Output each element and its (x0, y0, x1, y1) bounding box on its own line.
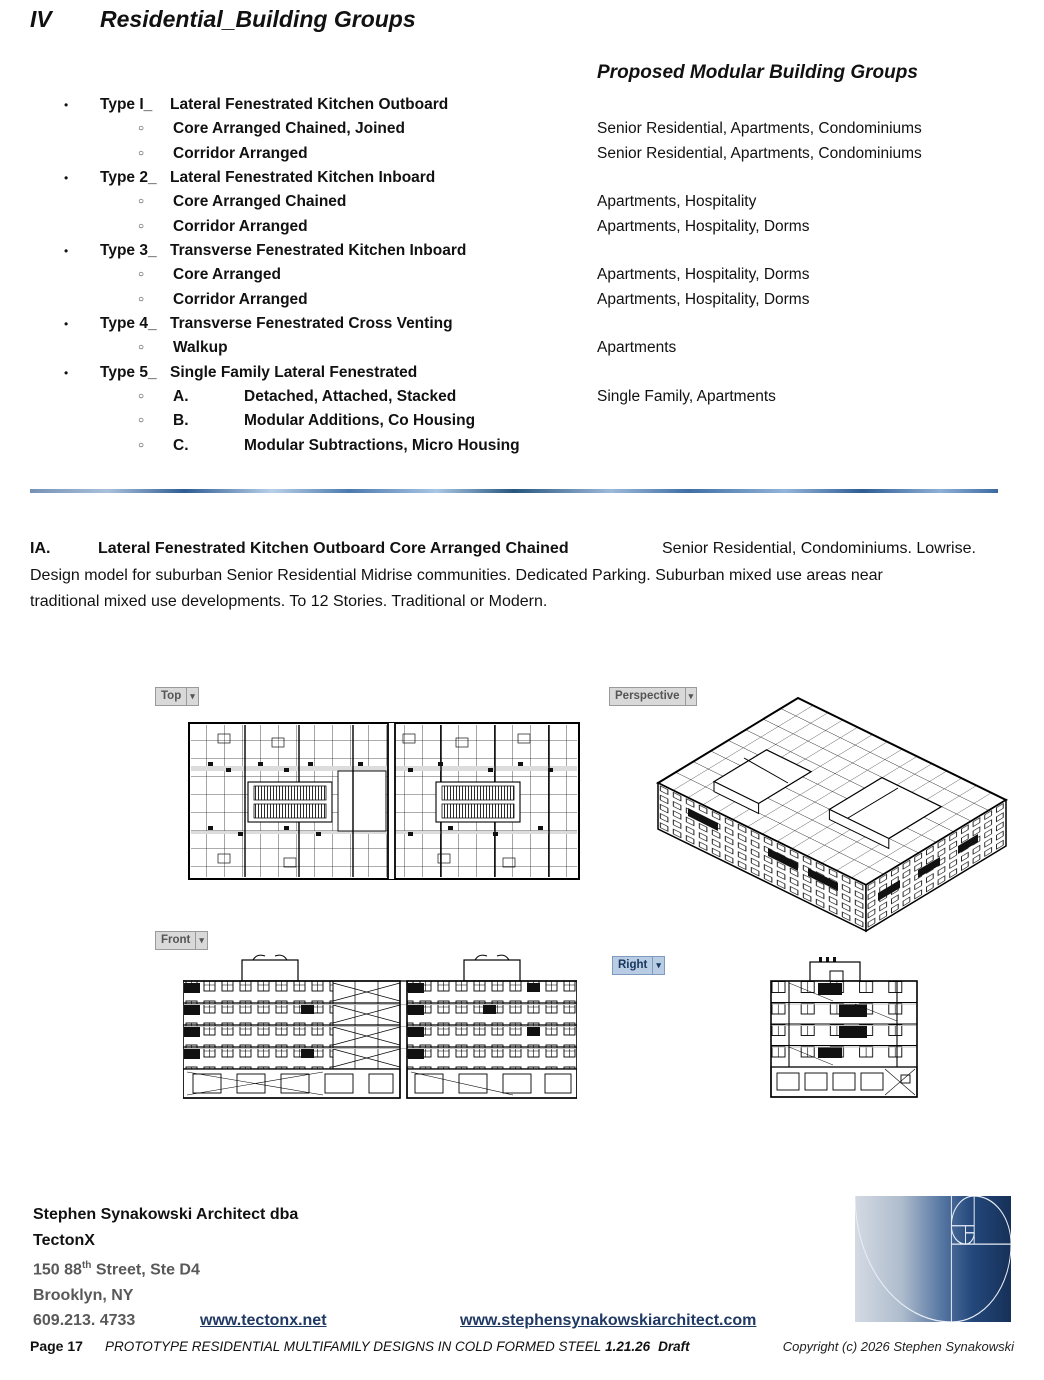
right-elevation-drawing (763, 955, 925, 1103)
viewport-top-dropdown[interactable]: Top ▾ (155, 687, 199, 706)
circle-bullet-icon: ○ (138, 269, 145, 281)
city-state: Brooklyn, NY (33, 1286, 134, 1304)
building-type-list (0, 93, 1044, 458)
tectonx-link[interactable]: www.tectonx.net (200, 1312, 327, 1330)
phone-number: 609.213. 4733 (33, 1312, 136, 1330)
circle-bullet-icon: ○ (138, 196, 145, 208)
list-item: • Type 2_ Lateral Fenestrated Kitchen Inboard (0, 166, 1044, 190)
copyright-text: Copyright (c) 2026 Stephen Synakowski (782, 1339, 1014, 1354)
list-item: ○ Walkup Apartments (0, 336, 1044, 360)
list-item: ○ Corridor Arranged Senior Residential, Apartments, Condominiums (0, 142, 1044, 166)
architect-name: Stephen Synakowski Architect dba (33, 1206, 299, 1223)
top-view-plan-drawing (188, 722, 580, 880)
page-footer (30, 1338, 1014, 1354)
list-item: ○ Corridor Arranged Apartments, Hospitality, Dorms (0, 215, 1044, 239)
circle-bullet-icon: ○ (138, 415, 145, 427)
chevron-down-icon: ▾ (195, 932, 207, 949)
chevron-down-icon: ▾ (186, 688, 198, 705)
circle-bullet-icon: ○ (138, 147, 145, 159)
list-item: ○ Core Arranged Chained, Joined Senior Residential, Apartments, Condominiums (0, 117, 1044, 141)
section-ia-paragraph (30, 536, 1025, 616)
list-item: • Type 5_ Single Family Lateral Fenestrated (0, 361, 1044, 385)
draft-label: Draft (658, 1339, 690, 1354)
list-item: • Type 3_ Transverse Fenestrated Kitchen Inboard (0, 239, 1044, 263)
circle-bullet-icon: ○ (138, 293, 145, 305)
architect-site-link[interactable]: www.stephensynakowskiarchitect.com (460, 1312, 757, 1330)
ia-line1: IA. Lateral Fenestrated Kitchen Outboard Core Arranged Chained Senior Residential, Condominiums. Lowrise. (30, 540, 976, 557)
list-item: ○ Core Arranged Apartments, Hospitality, Dorms (0, 263, 1044, 287)
street-address: 150 88th Street, Ste D4 (33, 1260, 200, 1279)
viewport-front-dropdown[interactable]: Front ▾ (155, 931, 208, 950)
list-item: ○ C. Modular Subtractions, Micro Housing (0, 434, 1044, 458)
list-item: • Type 4_ Transverse Fenestrated Cross Venting (0, 312, 1044, 336)
circle-bullet-icon: ○ (138, 123, 145, 135)
bullet-icon: • (64, 98, 69, 112)
perspective-view-drawing (648, 688, 1016, 940)
contact-block (33, 1202, 756, 1334)
proposed-groups-heading: Proposed Modular Building Groups (597, 62, 918, 83)
circle-bullet-icon: ○ (138, 439, 145, 451)
bullet-icon: • (64, 171, 69, 186)
list-item: ○ B. Modular Additions, Co Housing (0, 409, 1044, 433)
front-elevation-drawing (183, 952, 577, 1102)
list-item: ○ Corridor Arranged Apartments, Hospitality, Dorms (0, 288, 1044, 312)
golden-spiral-logo (855, 1196, 1011, 1322)
bullet-icon: • (64, 365, 69, 380)
list-item: • Type I_ Lateral Fenestrated Kitchen Outboard (0, 93, 1044, 117)
viewport-perspective-dropdown[interactable]: Perspective ▾ (609, 687, 697, 706)
chevron-down-icon: ▾ (652, 957, 664, 974)
section-number: IV (30, 6, 52, 32)
list-item: ○ Core Arranged Chained Apartments, Hospitality (0, 190, 1044, 214)
page-number: Page 17 (30, 1338, 83, 1354)
circle-bullet-icon: ○ (138, 220, 145, 232)
section-divider-line (30, 489, 998, 493)
viewport-right-dropdown[interactable]: Right ▾ (612, 956, 665, 975)
company-name: TectonX (33, 1231, 95, 1249)
circle-bullet-icon: ○ (138, 391, 145, 403)
chevron-down-icon: ▾ (685, 688, 697, 705)
bullet-icon: • (64, 317, 69, 332)
ia-line3: traditional mixed use developments. To 12 Stories. Traditional or Modern. (30, 593, 548, 610)
circle-bullet-icon: ○ (138, 342, 145, 354)
bullet-icon: • (64, 244, 69, 259)
page-title: Residential_Building Groups (100, 6, 416, 32)
ia-line2: Design model for suburban Senior Residential Midrise communities. Dedicated Parking. Suburban mixed use areas near (30, 566, 883, 584)
footer-title: PROTOTYPE RESIDENTIAL MULTIFAMILY DESIGNS IN COLD FORMED STEEL 1.21.26 (104, 1339, 651, 1354)
list-item: ○ A. Detached, Attached, Stacked Single Family, Apartments (0, 385, 1044, 409)
